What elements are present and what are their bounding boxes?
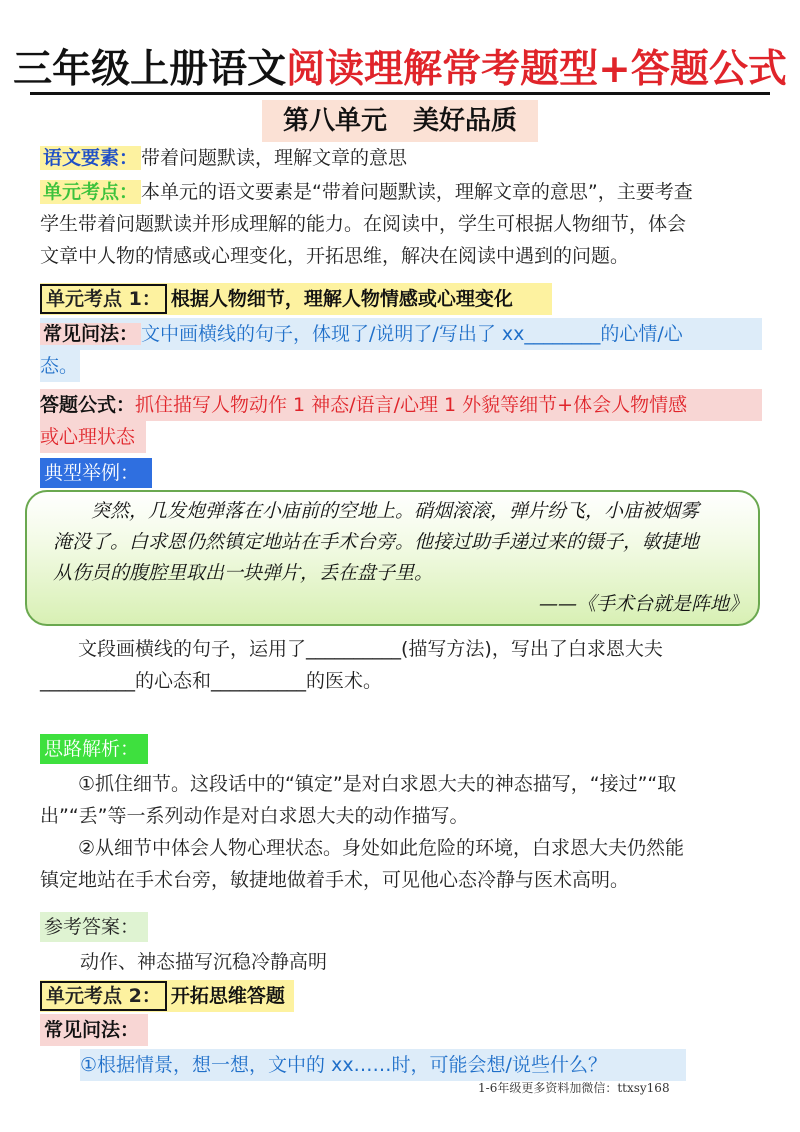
- dati-gongshi-text-1: 抓住描写人物动作 1 神态/语言/心理 1 外貌等细节+体会人物情感: [135, 394, 688, 416]
- unit-title: 第八单元 美好品质: [262, 100, 538, 142]
- changjian-wenfa-1-text-2: 态。: [40, 355, 79, 377]
- example-line-1: 突然，几发炮弹落在小庙前的空地上。硝烟滚滚，弹片纷飞，小庙被烟雾: [91, 500, 700, 522]
- kaodian-1-band: [40, 283, 552, 315]
- yuwen-yaosu-label: 语文要素：: [40, 146, 141, 170]
- title-underline: [30, 92, 770, 95]
- kaodian-2-band: [40, 980, 294, 1012]
- silu-jiexi-p2-line-2: 镇定地站在手术台旁，敏捷地做着手术，可见他心态冷静与医术高明。: [40, 869, 630, 891]
- cankao-daan-tag: 参考答案：: [40, 912, 148, 942]
- kaodian-1-text: 根据人物细节，理解人物情感或心理变化: [170, 288, 513, 310]
- footer-watermark: 1-6年级更多资料加微信：ttxsy168: [478, 1081, 670, 1095]
- kaodian-2-text: 开拓思维答题: [170, 985, 285, 1007]
- dati-gongshi-line-2: [40, 421, 146, 453]
- changjian-wenfa-2-tag: 常见问法：: [40, 1014, 148, 1046]
- silu-jiexi-p1-line-2: 出”“丢”等一系列动作是对白求恩大夫的动作描写。: [40, 805, 469, 827]
- document-title: [0, 38, 800, 94]
- kaodian-1-box-label: 单元考点 1：: [40, 284, 167, 314]
- example-passage-box: [25, 490, 760, 626]
- dianxing-juli-tag: 典型举例：: [40, 458, 152, 488]
- dati-gongshi-text-2: 或心理状态: [40, 426, 136, 448]
- danyuan-kaodian-line-3: 文章中人物的情感或心理变化，开拓思维，解决在阅读中遇到的问题。: [40, 245, 630, 267]
- yuwen-yaosu-text: 带着问题默读，理解文章的意思: [141, 147, 408, 169]
- kaodian-2-box-label: 单元考点 2：: [40, 981, 167, 1011]
- dati-gongshi-line-1: [40, 389, 762, 421]
- danyuan-kaodian-line-2: 学生带着问题默读并形成理解的能力。在阅读中，学生可根据人物细节，体会: [40, 213, 687, 235]
- example-source: ——《手术台就是阵地》: [538, 593, 748, 615]
- dati-gongshi-label: 答题公式：: [40, 394, 136, 416]
- changjian-wenfa-2-item-1-band: [80, 1049, 686, 1081]
- silu-jiexi-tag: 思路解析：: [40, 734, 148, 764]
- changjian-wenfa-1-label: 常见问法：: [40, 323, 141, 345]
- title-part-red: 阅读理解常考题型+答题公式: [286, 47, 787, 92]
- question-line-2: __________的心态和__________的医术。: [40, 670, 383, 692]
- silu-jiexi-paragraph: [40, 768, 762, 896]
- changjian-wenfa-1-text-1: 文中画横线的句子，体现了/说明了/写出了 xx________的心情/心: [141, 323, 683, 345]
- changjian-wenfa-1-line-2: [40, 350, 80, 382]
- silu-jiexi-p2-line-1: ②从细节中体会人物心理状态。身处如此危险的环境，白求恩大夫仍然能: [78, 837, 685, 859]
- silu-jiexi-p1-line-1: ①抓住细节。这段话中的“镇定”是对白求恩大夫的神态描写，“接过”“取: [78, 773, 677, 795]
- example-line-3: 从伤员的腹腔里取出一块弹片，丢在盘子里。: [53, 562, 434, 584]
- changjian-wenfa-1-line-1: [40, 318, 762, 350]
- question-line-1: 文段画横线的句子，运用了__________(描写方法)，写出了白求恩大夫: [78, 638, 663, 660]
- cankao-daan-text: 动作、神态描写沉稳冷静高明: [80, 951, 328, 973]
- yuwen-yaosu-line: [40, 144, 407, 172]
- danyuan-kaodian-paragraph: [40, 176, 762, 272]
- danyuan-kaodian-line-1: 本单元的语文要素是“带着问题默读，理解文章的意思”，主要考查: [141, 181, 693, 203]
- changjian-wenfa-2-item-1: ①根据情景，想一想，文中的 xx……时，可能会想/说些什么？: [80, 1054, 607, 1076]
- question-paragraph: [40, 633, 762, 697]
- example-line-2: 淹没了。白求恩仍然镇定地站在手术台旁。他接过助手递过来的镊子，敏捷地: [53, 531, 700, 553]
- title-part-black: 三年级上册语文: [13, 47, 287, 92]
- danyuan-kaodian-label: 单元考点：: [40, 180, 141, 204]
